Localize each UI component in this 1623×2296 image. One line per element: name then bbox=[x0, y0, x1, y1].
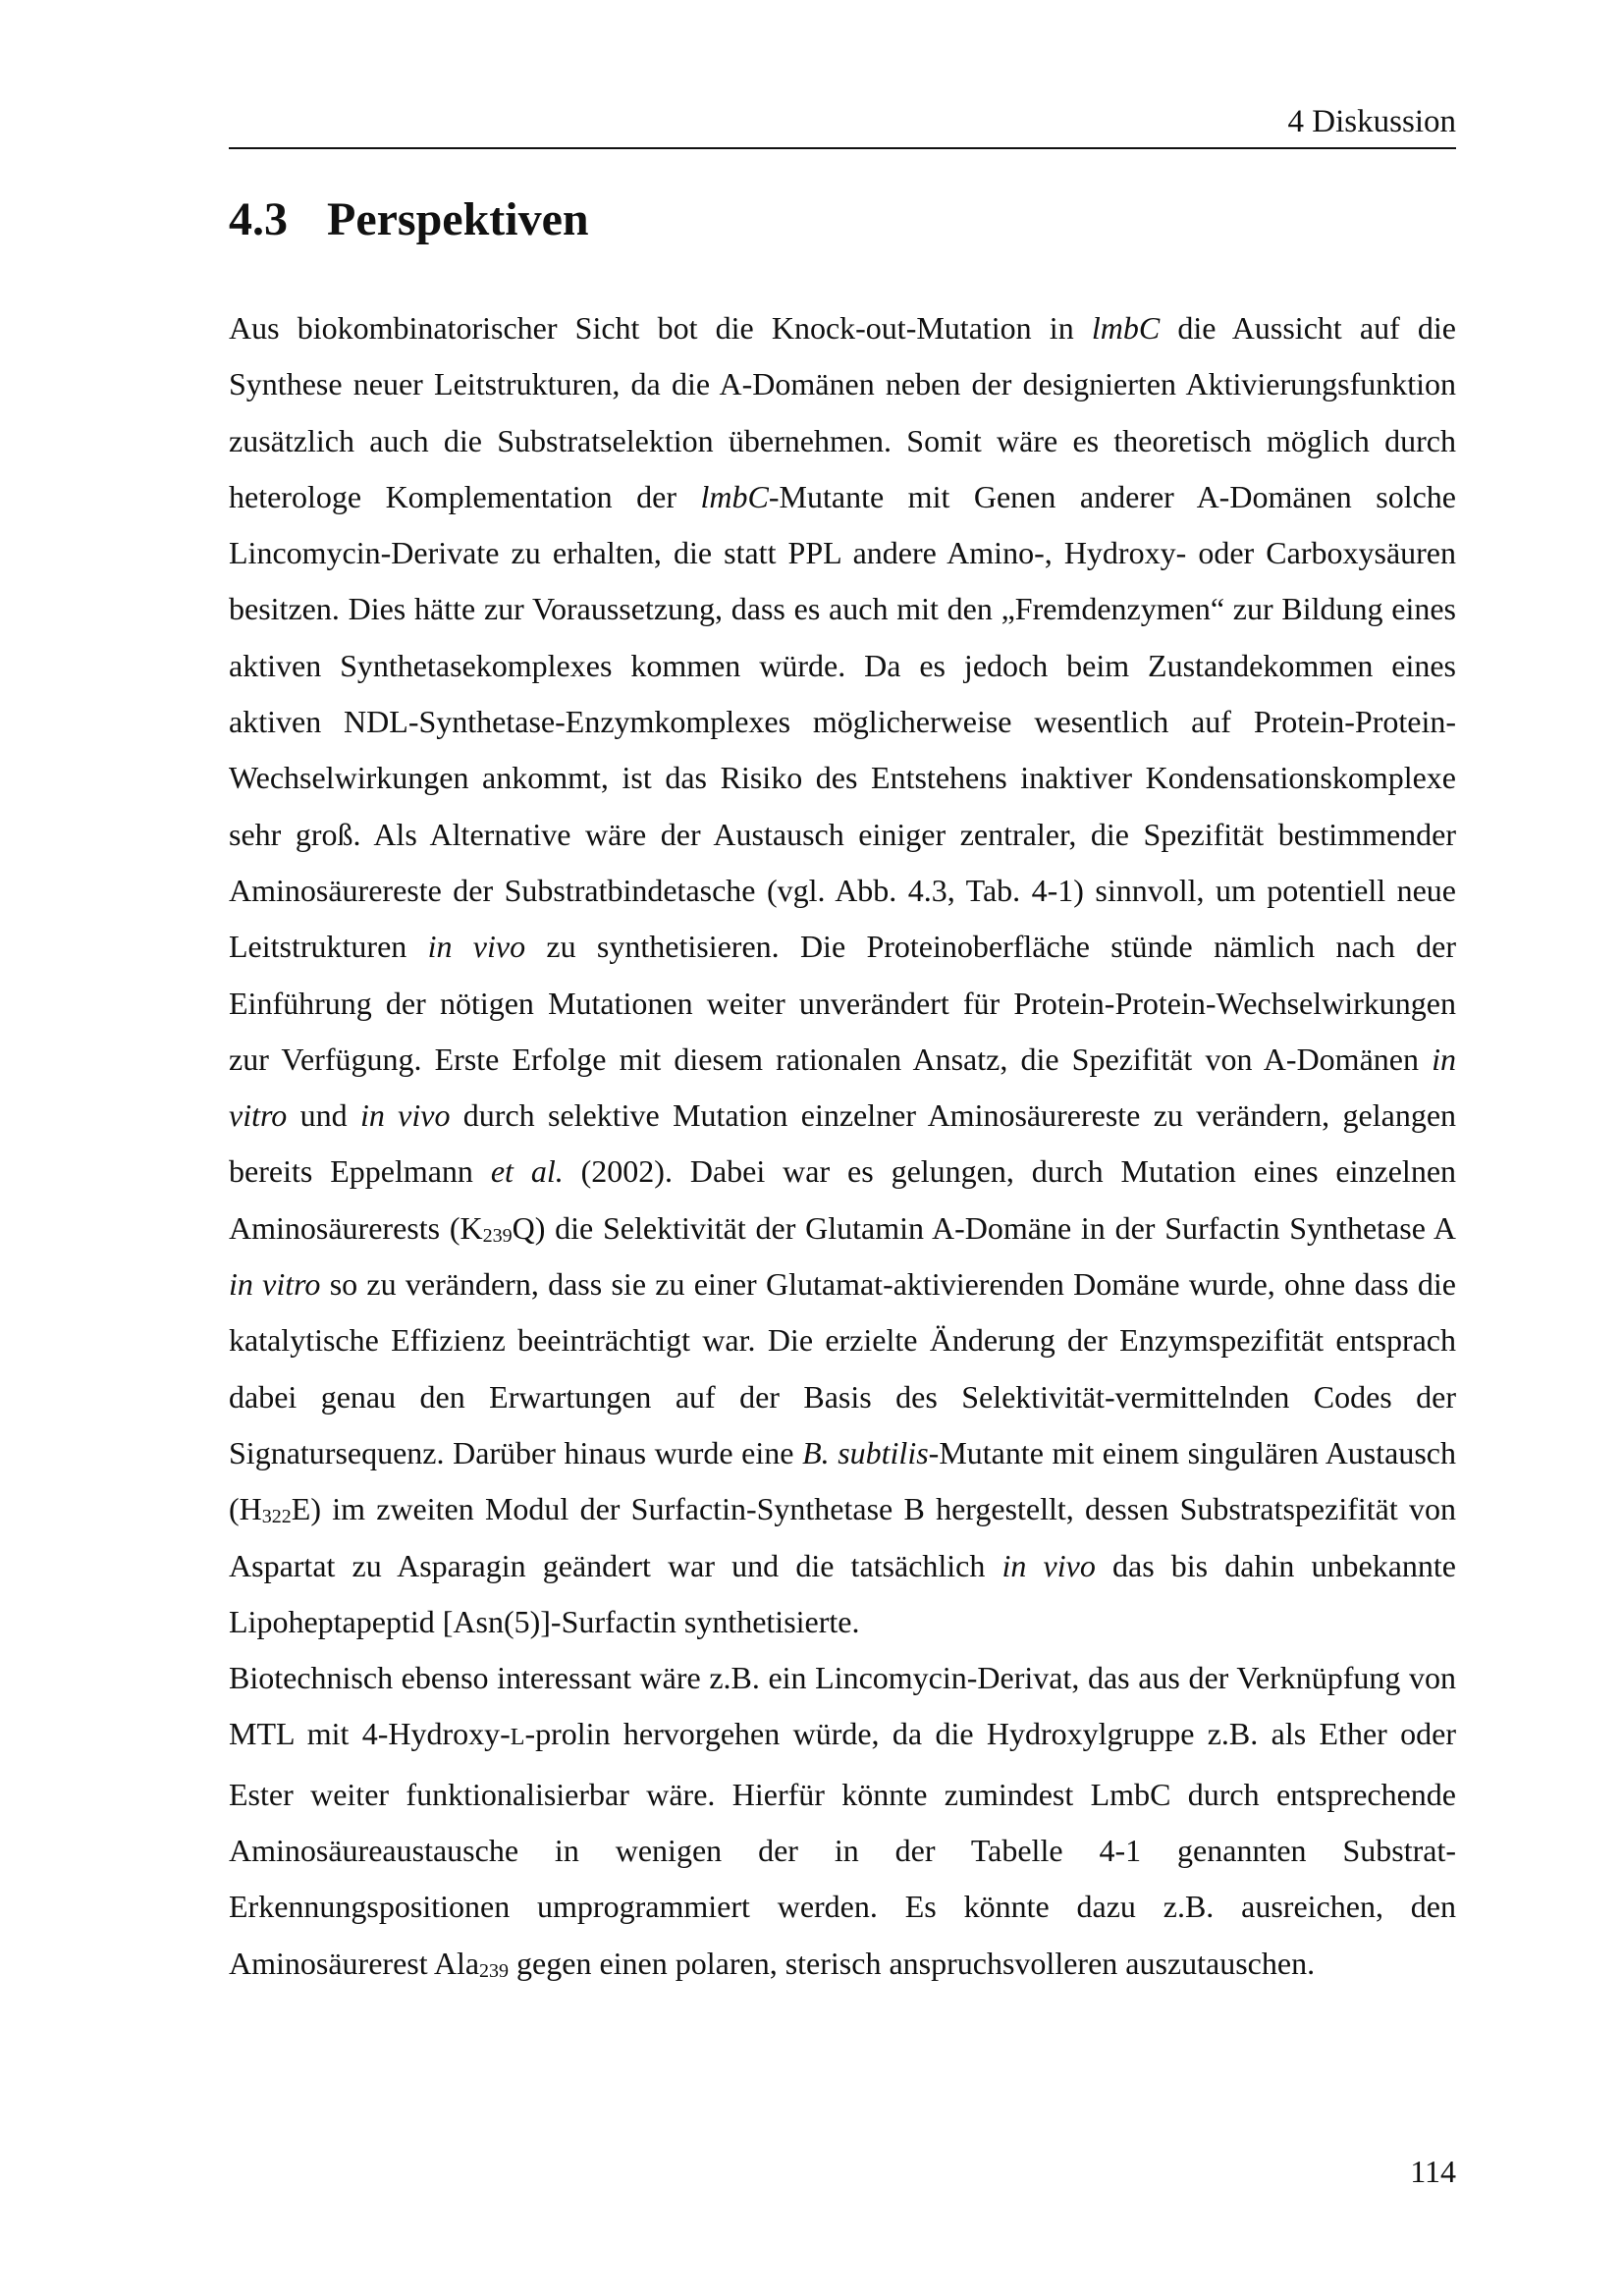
body-text bbox=[229, 300, 1456, 1992]
text-run: Aus biokombinatorischer Sicht bot die Knock-out-Mutation in bbox=[229, 310, 1092, 346]
subscript: 239 bbox=[482, 1224, 513, 1247]
latin-term: in vivo bbox=[427, 929, 526, 965]
latin-term: in vivo bbox=[1001, 1547, 1096, 1583]
subscript: 322 bbox=[261, 1506, 292, 1528]
text-run: Q) die Selektivität der Glutamin A-Domäne in der Surfactin Synthetase A bbox=[512, 1209, 1457, 1246]
paragraph-2 bbox=[229, 1650, 1456, 1992]
text-run: und bbox=[287, 1097, 360, 1134]
text-run: so zu verändern, dass sie zu einer Glutamat-aktivierenden Domäne wurde, ohne dass die katalytische Effizienz beeinträchtigt war. Die erzielte Änderung der Enzymspezifität entsprach dabei genau den Erwartungen auf der Basis des Selektivität-vermittelnden Codes der Signatursequenz. Darüber hinaus wurde eine bbox=[229, 1266, 1457, 1470]
text-run: durch selektive Mutation einzelner Aminosäurereste zu verändern, gelangen bereits Eppelmann bbox=[229, 1097, 1457, 1190]
paragraph-1 bbox=[229, 300, 1456, 1650]
species-name: B. subtilis bbox=[802, 1434, 929, 1470]
small-caps-prefix: L bbox=[510, 1725, 525, 1751]
section-title: Perspektiven bbox=[327, 193, 589, 245]
header-rule bbox=[229, 147, 1456, 149]
gene-name: lmbC bbox=[700, 478, 769, 514]
text-run: Biotechnisch ebenso interessant wäre z.B. ein Lincomycin-Derivat, das aus der Verknüpfung von MTL mit 4-Hydroxy- bbox=[229, 1660, 1456, 1752]
gene-name: lmbC bbox=[1091, 310, 1161, 346]
text-run: gegen einen polaren, sterisch anspruchsvolleren auszutauschen. bbox=[509, 1945, 1316, 1981]
text-run: E) im zweiten Modul der Surfactin-Synthetase B hergestellt, dessen Substratspezifität von Aspartat zu Asparagin geändert war und die tatsächlich bbox=[229, 1491, 1456, 1583]
text-run: -Mutante mit einem singulären Austausch (H bbox=[229, 1434, 1457, 1527]
page-number: 114 bbox=[1410, 2154, 1456, 2189]
latin-term: in vitro bbox=[229, 1266, 321, 1303]
text-run: -Mutante mit Genen anderer A-Domänen solche Lincomycin-Derivate zu erhalten, die statt PPL andere Amino-, Hydroxy- oder Carboxysäuren besitzen. Dies hätte zur Voraussetzung, dass es auch mit den „Fremdenzymen“ zur Bildung eines aktiven Synthetasekomplexes kommen würde. Da es jedoch beim Zustandekommen eines aktiven NDL-Synthetase-Enzymkomplexes möglicherweise wesentlich auf Protein-Protein-Wechselwirkungen ankommt, ist das Risiko des Entstehens inaktiver Kondensationskomplexe sehr groß. Als Alternative wäre der Austausch einiger zentraler, die Spezifität bestimmender Aminosäurereste der Substratbindetasche (vgl. Abb. 4.3, Tab. 4-1) sinnvoll, um potentiell neue Leitstrukturen bbox=[229, 478, 1456, 965]
section-heading bbox=[229, 192, 589, 247]
text-run: das bis dahin unbekannte Lipoheptapeptid [Asn(5)]-Surfactin synthetisierte. bbox=[229, 1547, 1457, 1639]
latin-term: in vivo bbox=[359, 1097, 451, 1134]
subscript: 239 bbox=[479, 1959, 510, 1982]
text-run: zu synthetisieren. Die Proteinoberfläche stünde nämlich nach der Einführung der nötigen Mutationen weiter unverändert für Protein-Protein-Wechselwirkungen zur Verfügung. Erste Erfolge mit diesem rationalen Ansatz, die Spezifität von A-Domänen bbox=[229, 929, 1457, 1077]
text-run: (2002). Dabei war es gelungen, durch Mutation eines einzelnen Aminosäurerests (K bbox=[229, 1153, 1457, 1246]
citation-et-al: et al. bbox=[490, 1153, 564, 1190]
text-run: die Aussicht auf die Synthese neuer Leitstrukturen, da die A-Domänen neben der designierten Aktivierungsfunktion zusätzlich auch die Substratselektion übernehmen. Somit wäre es theoretisch möglich durch heterologe Komplementation der bbox=[229, 310, 1457, 514]
latin-term: in vitro bbox=[229, 1041, 1456, 1134]
text-run: -prolin hervorgehen würde, da die Hydroxylgruppe z.B. als Ether oder Ester weiter funktionalisierbar wäre. Hierfür könnte zumindest LmbC durch entsprechende Aminosäureaustausche in wenigen der in der Tabelle 4-1 genannten Substrat-Erkennungspositionen umprogrammiert werden. Es könnte dazu z.B. ausreichen, den Aminosäurerest Ala bbox=[229, 1716, 1457, 1981]
running-head: 4 Diskussion bbox=[1287, 104, 1456, 139]
section-number: 4.3 bbox=[229, 193, 288, 245]
